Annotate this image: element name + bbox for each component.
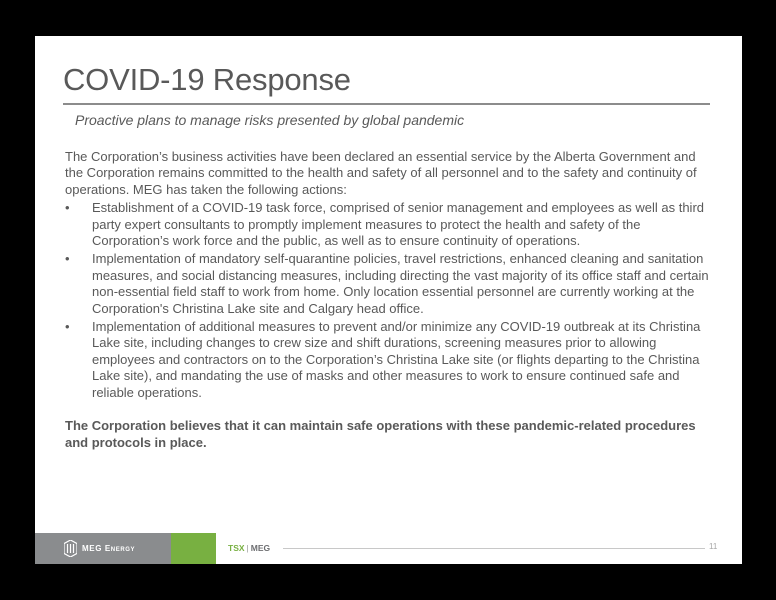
company-logo <box>35 533 171 564</box>
slide-subtitle: Proactive plans to manage risks presented by global pandemic <box>75 112 465 128</box>
ticker-exchange: TSX <box>228 543 245 553</box>
ticker-separator: | <box>246 543 249 553</box>
actions-list <box>65 200 710 401</box>
bullet: • <box>65 200 70 216</box>
footer-divider <box>283 548 705 549</box>
page-number: 11 <box>709 542 718 551</box>
brand-green-block <box>171 533 216 564</box>
bullet: • <box>65 251 70 267</box>
list-item <box>65 200 710 249</box>
stock-ticker <box>228 543 270 553</box>
bullet: • <box>65 319 70 335</box>
slide <box>35 36 742 564</box>
conclusion-statement: The Corporation believes that it can maintain safe operations with these pandemic-related procedures and protocols in place. <box>65 418 696 450</box>
intro-paragraph: The Corporation’s business activities have been declared an essential service by the Alberta Government and the Corporation remains committed to the health and safety of all personnel and to the safety and continuity of operations. MEG has taken the following actions: <box>65 149 697 197</box>
title-divider <box>63 103 710 105</box>
slide-title: COVID-19 Response <box>63 62 351 97</box>
list-item <box>65 251 710 317</box>
list-item <box>65 319 710 401</box>
meg-energy-logo-icon <box>64 540 77 557</box>
slide-body <box>65 149 710 451</box>
action-text: Implementation of mandatory self-quarantine policies, travel restrictions, enhanced cleaning and sanitation measures, and social distancing measures, including directing the vast majority of its office staff and certain non-essential field staff to work from home. Only location essential personnel are currently working at the Corporation's Christina Lake site and Calgary head office. <box>92 251 709 316</box>
slide-footer <box>35 533 742 564</box>
logo-text: MEG Energy <box>82 544 136 553</box>
action-text: Implementation of additional measures to prevent and/or minimize any COVID-19 outbreak at its Christina Lake site, including changes to crew size and shift durations, screening measures prior to allowing employees and contractors on to the Corporation’s Christina Lake site (or flights departing to the Christina Lake site), and mandating the use of masks and other measures to work to ensure continued safe and reliable operations. <box>92 319 701 400</box>
action-text: Establishment of a COVID-19 task force, comprised of senior management and employees as well as third party expert consultants to promptly implement measures to protect the health and safety of the Corporation’s work force and the public, as well as to ensure continuity of operations. <box>92 200 705 249</box>
ticker-symbol: MEG <box>250 543 271 553</box>
